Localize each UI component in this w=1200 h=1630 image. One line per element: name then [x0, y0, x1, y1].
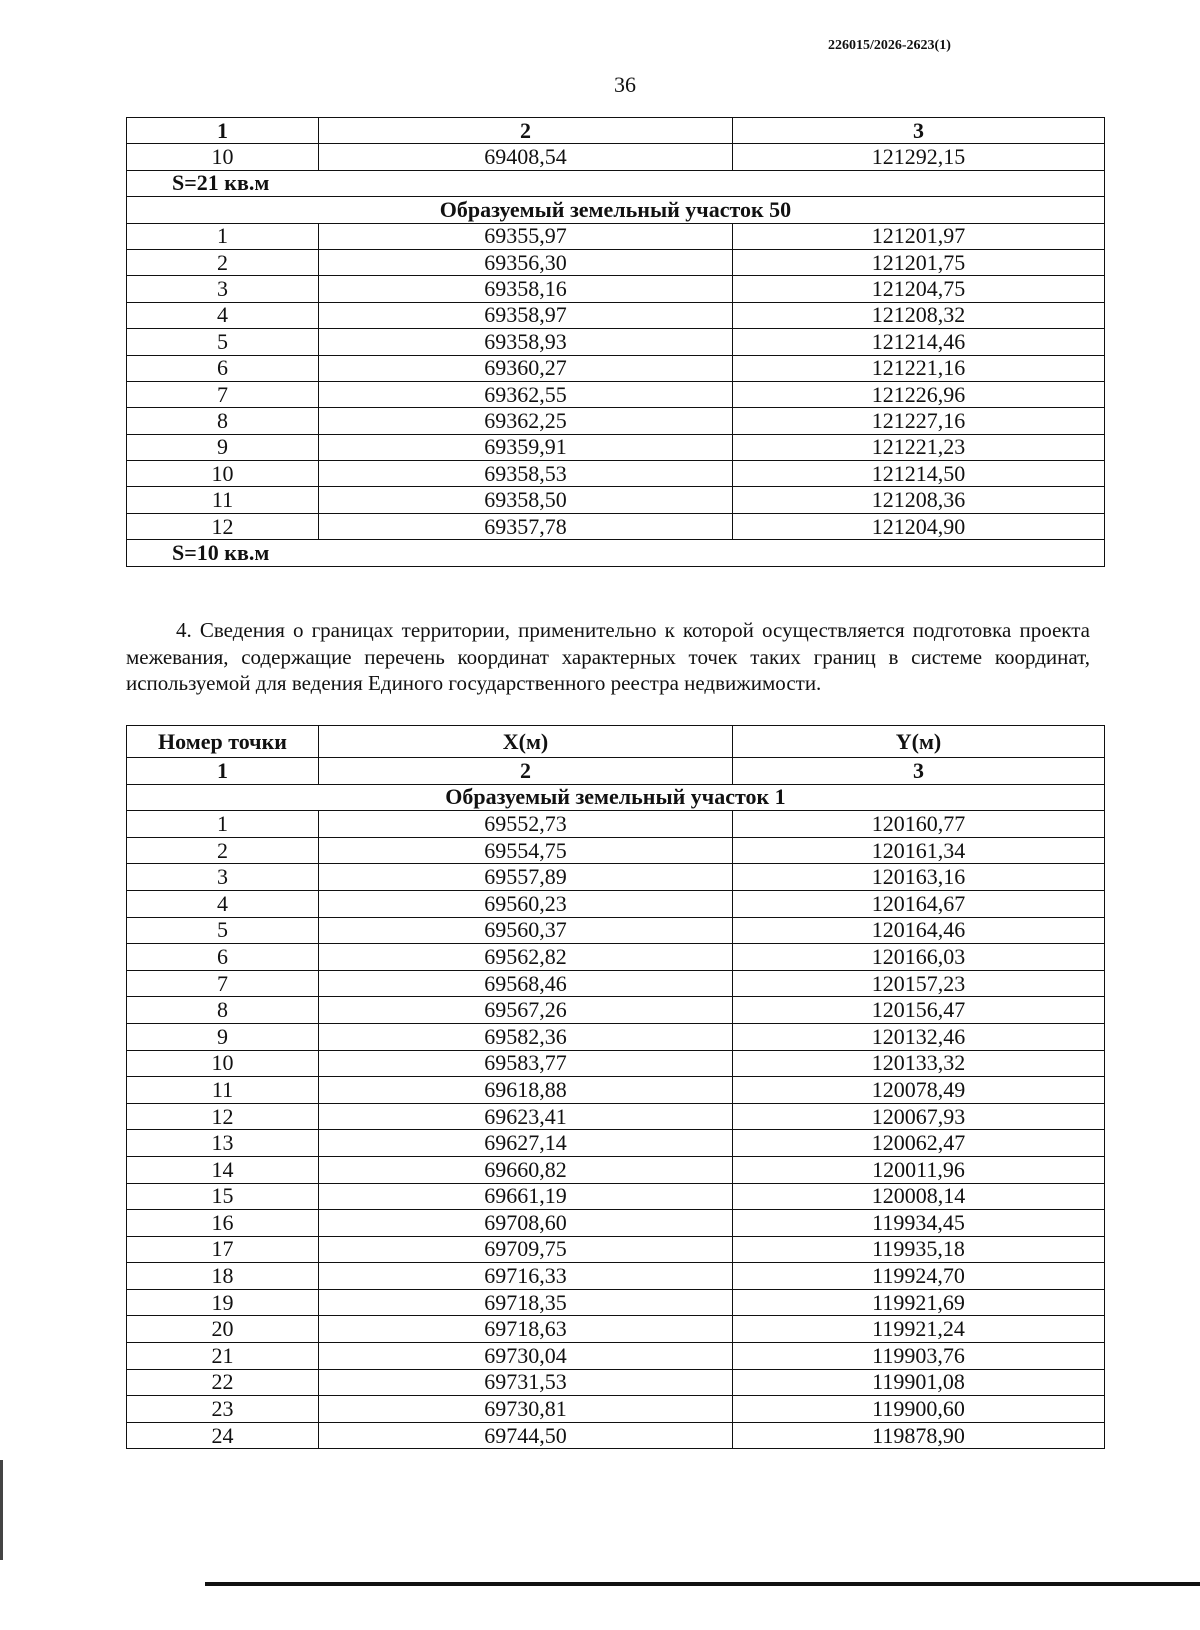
column-number: 3: [733, 118, 1105, 144]
point-number: 8: [127, 408, 319, 434]
table-row: [127, 434, 1105, 460]
y-coordinate: 121204,90: [733, 513, 1105, 539]
table-row: [127, 1263, 1105, 1290]
point-number: 19: [127, 1289, 319, 1316]
y-coordinate: 121214,50: [733, 461, 1105, 487]
header-y: Y(м): [733, 726, 1105, 758]
y-coordinate: 120062,47: [733, 1130, 1105, 1157]
point-number: 1: [127, 223, 319, 249]
point-number: 14: [127, 1156, 319, 1183]
table-row: [127, 223, 1105, 249]
table-row: [127, 811, 1105, 838]
column-number-row: [127, 758, 1105, 785]
table-row: [127, 355, 1105, 381]
page-number: 36: [614, 72, 636, 97]
coordinates-table-continued: [126, 117, 1105, 567]
scan-bottom-border: [205, 1582, 1200, 1586]
x-coordinate: 69358,53: [319, 461, 733, 487]
point-number: 21: [127, 1343, 319, 1370]
table-row: [127, 1183, 1105, 1210]
column-number: 1: [127, 118, 319, 144]
column-number: 2: [319, 758, 733, 785]
y-coordinate: 120011,96: [733, 1156, 1105, 1183]
point-number: 2: [127, 249, 319, 275]
y-coordinate: 121226,96: [733, 381, 1105, 407]
table-row: [127, 1023, 1105, 1050]
point-number: 3: [127, 276, 319, 302]
x-coordinate: 69554,75: [319, 837, 733, 864]
point-number: 10: [127, 1050, 319, 1077]
header-x: X(м): [319, 726, 733, 758]
y-coordinate: 121201,75: [733, 249, 1105, 275]
point-number: 13: [127, 1130, 319, 1157]
point-number: 7: [127, 970, 319, 997]
document-number: 226015/2026-2623(1): [828, 38, 951, 53]
point-number: 11: [127, 487, 319, 513]
point-number: 10: [127, 461, 319, 487]
point-number: 9: [127, 1023, 319, 1050]
x-coordinate: 69356,30: [319, 249, 733, 275]
x-coordinate: 69358,16: [319, 276, 733, 302]
x-coordinate: 69355,97: [319, 223, 733, 249]
table-row: [127, 276, 1105, 302]
point-number: 24: [127, 1422, 319, 1449]
table-row: [127, 864, 1105, 891]
point-number: 22: [127, 1369, 319, 1396]
table-row: [127, 487, 1105, 513]
header-row: [127, 726, 1105, 758]
point-number: 6: [127, 944, 319, 971]
table-row: [127, 302, 1105, 328]
y-coordinate: 120133,32: [733, 1050, 1105, 1077]
point-number: 23: [127, 1396, 319, 1423]
table-row: [127, 944, 1105, 971]
boundary-coordinates-table: [126, 725, 1105, 1449]
x-coordinate: 69718,63: [319, 1316, 733, 1343]
point-number: 15: [127, 1183, 319, 1210]
y-coordinate: 119934,45: [733, 1210, 1105, 1237]
table-row: [127, 513, 1105, 539]
table-row: [127, 1343, 1105, 1370]
y-coordinate: 120008,14: [733, 1183, 1105, 1210]
y-coordinate: 121208,36: [733, 487, 1105, 513]
point-number: 8: [127, 997, 319, 1024]
y-coordinate: 119921,69: [733, 1289, 1105, 1316]
point-number: 17: [127, 1236, 319, 1263]
x-coordinate: 69362,25: [319, 408, 733, 434]
x-coordinate: 69562,82: [319, 944, 733, 971]
table-row: [127, 1210, 1105, 1237]
y-coordinate: 119921,24: [733, 1316, 1105, 1343]
x-coordinate: 69730,04: [319, 1343, 733, 1370]
scan-edge-mark: [0, 1460, 3, 1560]
area-row: [127, 170, 1105, 196]
point-number: 1: [127, 811, 319, 838]
y-coordinate: 120157,23: [733, 970, 1105, 997]
x-coordinate: 69358,93: [319, 329, 733, 355]
table-row: [127, 1369, 1105, 1396]
x-coordinate: 69568,46: [319, 970, 733, 997]
y-coordinate: 121201,97: [733, 223, 1105, 249]
table-row: [127, 1236, 1105, 1263]
table-row: [127, 1156, 1105, 1183]
point-number: 18: [127, 1263, 319, 1290]
column-number: 1: [127, 758, 319, 785]
table-row: [127, 329, 1105, 355]
y-coordinate: 120161,34: [733, 837, 1105, 864]
y-coordinate: 119878,90: [733, 1422, 1105, 1449]
area-row: [127, 540, 1105, 566]
table-row: [127, 1289, 1105, 1316]
y-coordinate: 121221,23: [733, 434, 1105, 460]
point-number: 12: [127, 1103, 319, 1130]
section-title-row: [127, 197, 1105, 223]
point-number: 10: [127, 144, 319, 170]
x-coordinate: 69582,36: [319, 1023, 733, 1050]
y-coordinate: 121221,16: [733, 355, 1105, 381]
y-coordinate: 120132,46: [733, 1023, 1105, 1050]
y-coordinate: 120166,03: [733, 944, 1105, 971]
table-row: [127, 249, 1105, 275]
y-coordinate: 120164,67: [733, 890, 1105, 917]
point-number: 12: [127, 513, 319, 539]
y-coordinate: 120067,93: [733, 1103, 1105, 1130]
area-value: S=10 кв.м: [127, 540, 1105, 566]
point-number: 4: [127, 890, 319, 917]
x-coordinate: 69560,23: [319, 890, 733, 917]
section-title-row: [127, 784, 1105, 811]
table-row: [127, 1316, 1105, 1343]
table-row: [127, 461, 1105, 487]
section-4-paragraph: 4. Сведения о границах территории, применительно к которой осуществляется подготовка проекта межевания, содержащие перечень координат характерных точек таких границ в системе координат, используемой для ведения Единого государственного реестра недвижимости.: [126, 618, 1090, 695]
header-point-number: Номер точки: [127, 726, 319, 758]
y-coordinate: 120160,77: [733, 811, 1105, 838]
x-coordinate: 69709,75: [319, 1236, 733, 1263]
y-coordinate: 120078,49: [733, 1077, 1105, 1104]
table-row: [127, 1077, 1105, 1104]
y-coordinate: 119935,18: [733, 1236, 1105, 1263]
table-row: [127, 890, 1105, 917]
point-number: 16: [127, 1210, 319, 1237]
x-coordinate: 69567,26: [319, 997, 733, 1024]
y-coordinate: 121214,46: [733, 329, 1105, 355]
area-value: S=21 кв.м: [127, 170, 1105, 196]
x-coordinate: 69627,14: [319, 1130, 733, 1157]
x-coordinate: 69357,78: [319, 513, 733, 539]
table-row: [127, 1422, 1105, 1449]
table-row: [127, 144, 1105, 170]
y-coordinate: 121208,32: [733, 302, 1105, 328]
x-coordinate: 69708,60: [319, 1210, 733, 1237]
x-coordinate: 69618,88: [319, 1077, 733, 1104]
table-row: [127, 1130, 1105, 1157]
table-row: [127, 408, 1105, 434]
table-row: [127, 997, 1105, 1024]
x-coordinate: 69623,41: [319, 1103, 733, 1130]
y-coordinate: 120163,16: [733, 864, 1105, 891]
table-row: [127, 970, 1105, 997]
y-coordinate: 120156,47: [733, 997, 1105, 1024]
point-number: 3: [127, 864, 319, 891]
column-number: 2: [319, 118, 733, 144]
table-row: [127, 1103, 1105, 1130]
x-coordinate: 69731,53: [319, 1369, 733, 1396]
x-coordinate: 69360,27: [319, 355, 733, 381]
table-row: [127, 1396, 1105, 1423]
table-row: [127, 381, 1105, 407]
y-coordinate: 119900,60: [733, 1396, 1105, 1423]
point-number: 11: [127, 1077, 319, 1104]
y-coordinate: 121292,15: [733, 144, 1105, 170]
point-number: 9: [127, 434, 319, 460]
column-number-row: [127, 118, 1105, 144]
point-number: 6: [127, 355, 319, 381]
y-coordinate: 120164,46: [733, 917, 1105, 944]
point-number: 5: [127, 917, 319, 944]
y-coordinate: 121227,16: [733, 408, 1105, 434]
x-coordinate: 69358,50: [319, 487, 733, 513]
point-number: 4: [127, 302, 319, 328]
x-coordinate: 69660,82: [319, 1156, 733, 1183]
y-coordinate: 119903,76: [733, 1343, 1105, 1370]
table-row: [127, 917, 1105, 944]
x-coordinate: 69359,91: [319, 434, 733, 460]
y-coordinate: 121204,75: [733, 276, 1105, 302]
x-coordinate: 69716,33: [319, 1263, 733, 1290]
x-coordinate: 69552,73: [319, 811, 733, 838]
x-coordinate: 69358,97: [319, 302, 733, 328]
x-coordinate: 69583,77: [319, 1050, 733, 1077]
point-number: 5: [127, 329, 319, 355]
table-row: [127, 1050, 1105, 1077]
point-number: 2: [127, 837, 319, 864]
table-row: [127, 837, 1105, 864]
x-coordinate: 69744,50: [319, 1422, 733, 1449]
x-coordinate: 69730,81: [319, 1396, 733, 1423]
point-number: 20: [127, 1316, 319, 1343]
section-title: Образуемый земельный участок 50: [127, 197, 1105, 223]
x-coordinate: 69557,89: [319, 864, 733, 891]
column-number: 3: [733, 758, 1105, 785]
x-coordinate: 69718,35: [319, 1289, 733, 1316]
y-coordinate: 119924,70: [733, 1263, 1105, 1290]
x-coordinate: 69560,37: [319, 917, 733, 944]
section-title: Образуемый земельный участок 1: [127, 784, 1105, 811]
y-coordinate: 119901,08: [733, 1369, 1105, 1396]
point-number: 7: [127, 381, 319, 407]
x-coordinate: 69408,54: [319, 144, 733, 170]
x-coordinate: 69661,19: [319, 1183, 733, 1210]
x-coordinate: 69362,55: [319, 381, 733, 407]
